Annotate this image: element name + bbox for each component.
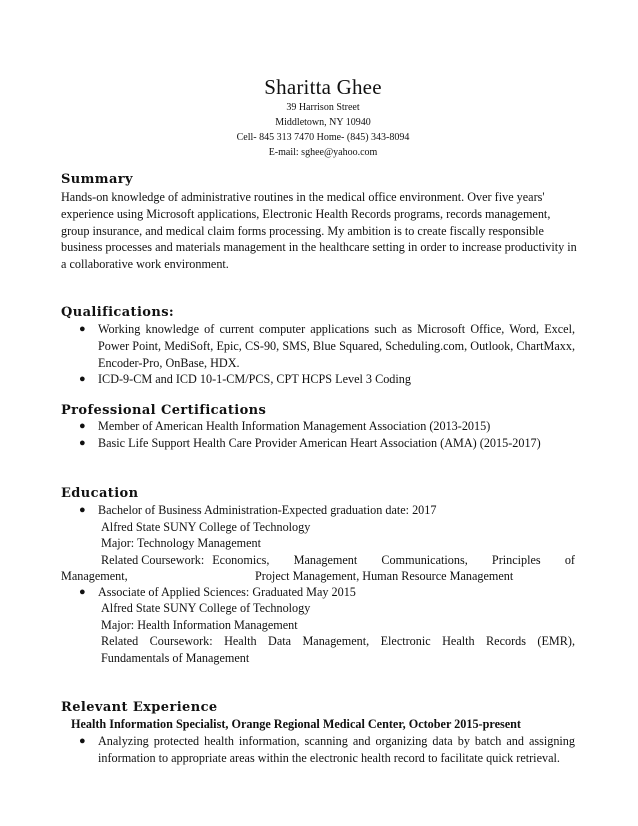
degree-1-coursework <box>101 552 575 569</box>
degree-2-school: Alfred State SUNY College of Technology <box>101 601 311 615</box>
qualifications-list <box>61 321 575 388</box>
list-item <box>61 733 575 767</box>
experience-text: Analyzing protected health information, scanning and organizing data by batch and assigning information to appropriate areas within the electronic health record to facilitate quick retrieval. <box>98 734 575 765</box>
coursework-continued: Project Management, Human Resource Management <box>255 569 514 583</box>
degree-2-coursework: Related Coursework: Health Data Management, Electronic Health Records (EMR), <box>101 634 575 648</box>
certification-text: Member of American Health Information Management Association (2013-2015) <box>98 419 491 433</box>
certifications-heading: Professional Certifications <box>61 403 267 418</box>
experience-heading: Relevant Experience <box>61 700 218 715</box>
applicant-name: Sharitta Ghee <box>264 75 382 99</box>
email-address: E-mail: sghee@yahoo.com <box>268 147 378 158</box>
summary-text: Hands-on knowledge of administrative routines in the medical office environment. Over five years' experience using Microsoft applications, Electronic Health Records programs, records management, group insurance, and medical claim forms processing. My ambition is to create fiscally responsible business processes and materials management in the healthcare setting in order to increase productivity in a collaborative work environment. <box>61 190 577 272</box>
qualifications-heading: Qualifications: <box>61 305 175 320</box>
bullet-icon: ● <box>79 735 86 747</box>
list-item <box>61 418 575 435</box>
experience-list <box>61 733 575 767</box>
coursework-label: Related Coursework: <box>101 553 205 567</box>
coursework-list: Economics, Management Communications, Principles of <box>212 553 575 567</box>
summary-heading: Summary <box>61 172 133 187</box>
qualification-text: ICD-9-CM and ICD 10-1-CM/PCS, CPT HCPS Level 3 Coding <box>98 372 411 387</box>
degree-1: Bachelor of Business Administration-Expected graduation date: 2017 <box>98 503 437 517</box>
education-list-1 <box>61 502 575 519</box>
bullet-icon: ● <box>79 420 86 432</box>
degree-1-school: Alfred State SUNY College of Technology <box>101 520 311 534</box>
list-item <box>61 321 575 371</box>
address-line2: Middletown, NY 10940 <box>275 117 371 128</box>
degree-2: Associate of Applied Sciences: Graduated May 2015 <box>98 585 356 599</box>
education-list-2 <box>61 584 575 601</box>
bullet-icon: ● <box>79 373 86 386</box>
bullet-icon: ● <box>79 436 86 449</box>
bullet-icon: ● <box>79 504 86 516</box>
certifications-list <box>61 418 575 452</box>
phone-numbers: Cell- 845 313 7470 Home- (845) 343-8094 <box>236 132 410 143</box>
job-title: Health Information Specialist, Orange Regional Medical Center, October 2015-present <box>71 717 521 731</box>
coursework-continued-label: Management, <box>61 569 128 583</box>
bullet-icon: ● <box>79 323 86 335</box>
degree-2-major: Major: Health Information Management <box>101 618 298 632</box>
list-item <box>61 435 575 452</box>
list-item <box>61 584 575 601</box>
qualification-text: Working knowledge of current computer applications such as Microsoft Office, Word, Excel, Power Point, MediSoft, Epic, CS-90, SMS, Blue Squared, Scheduling.com, Outlook, ChartMaxx, Encoder-Pro, OnBase, HDX. <box>98 322 575 370</box>
list-item <box>61 502 575 519</box>
bullet-icon: ● <box>79 586 86 598</box>
degree-1-major: Major: Technology Management <box>101 536 262 550</box>
resume-header <box>0 74 638 160</box>
degree-2-coursework-continued: Fundamentals of Management <box>101 651 250 665</box>
list-item <box>61 371 575 388</box>
certification-text: Basic Life Support Health Care Provider American Heart Association (AMA) (2015-2017) <box>98 435 541 450</box>
education-heading: Education <box>61 486 139 501</box>
address-line1: 39 Harrison Street <box>286 102 360 113</box>
